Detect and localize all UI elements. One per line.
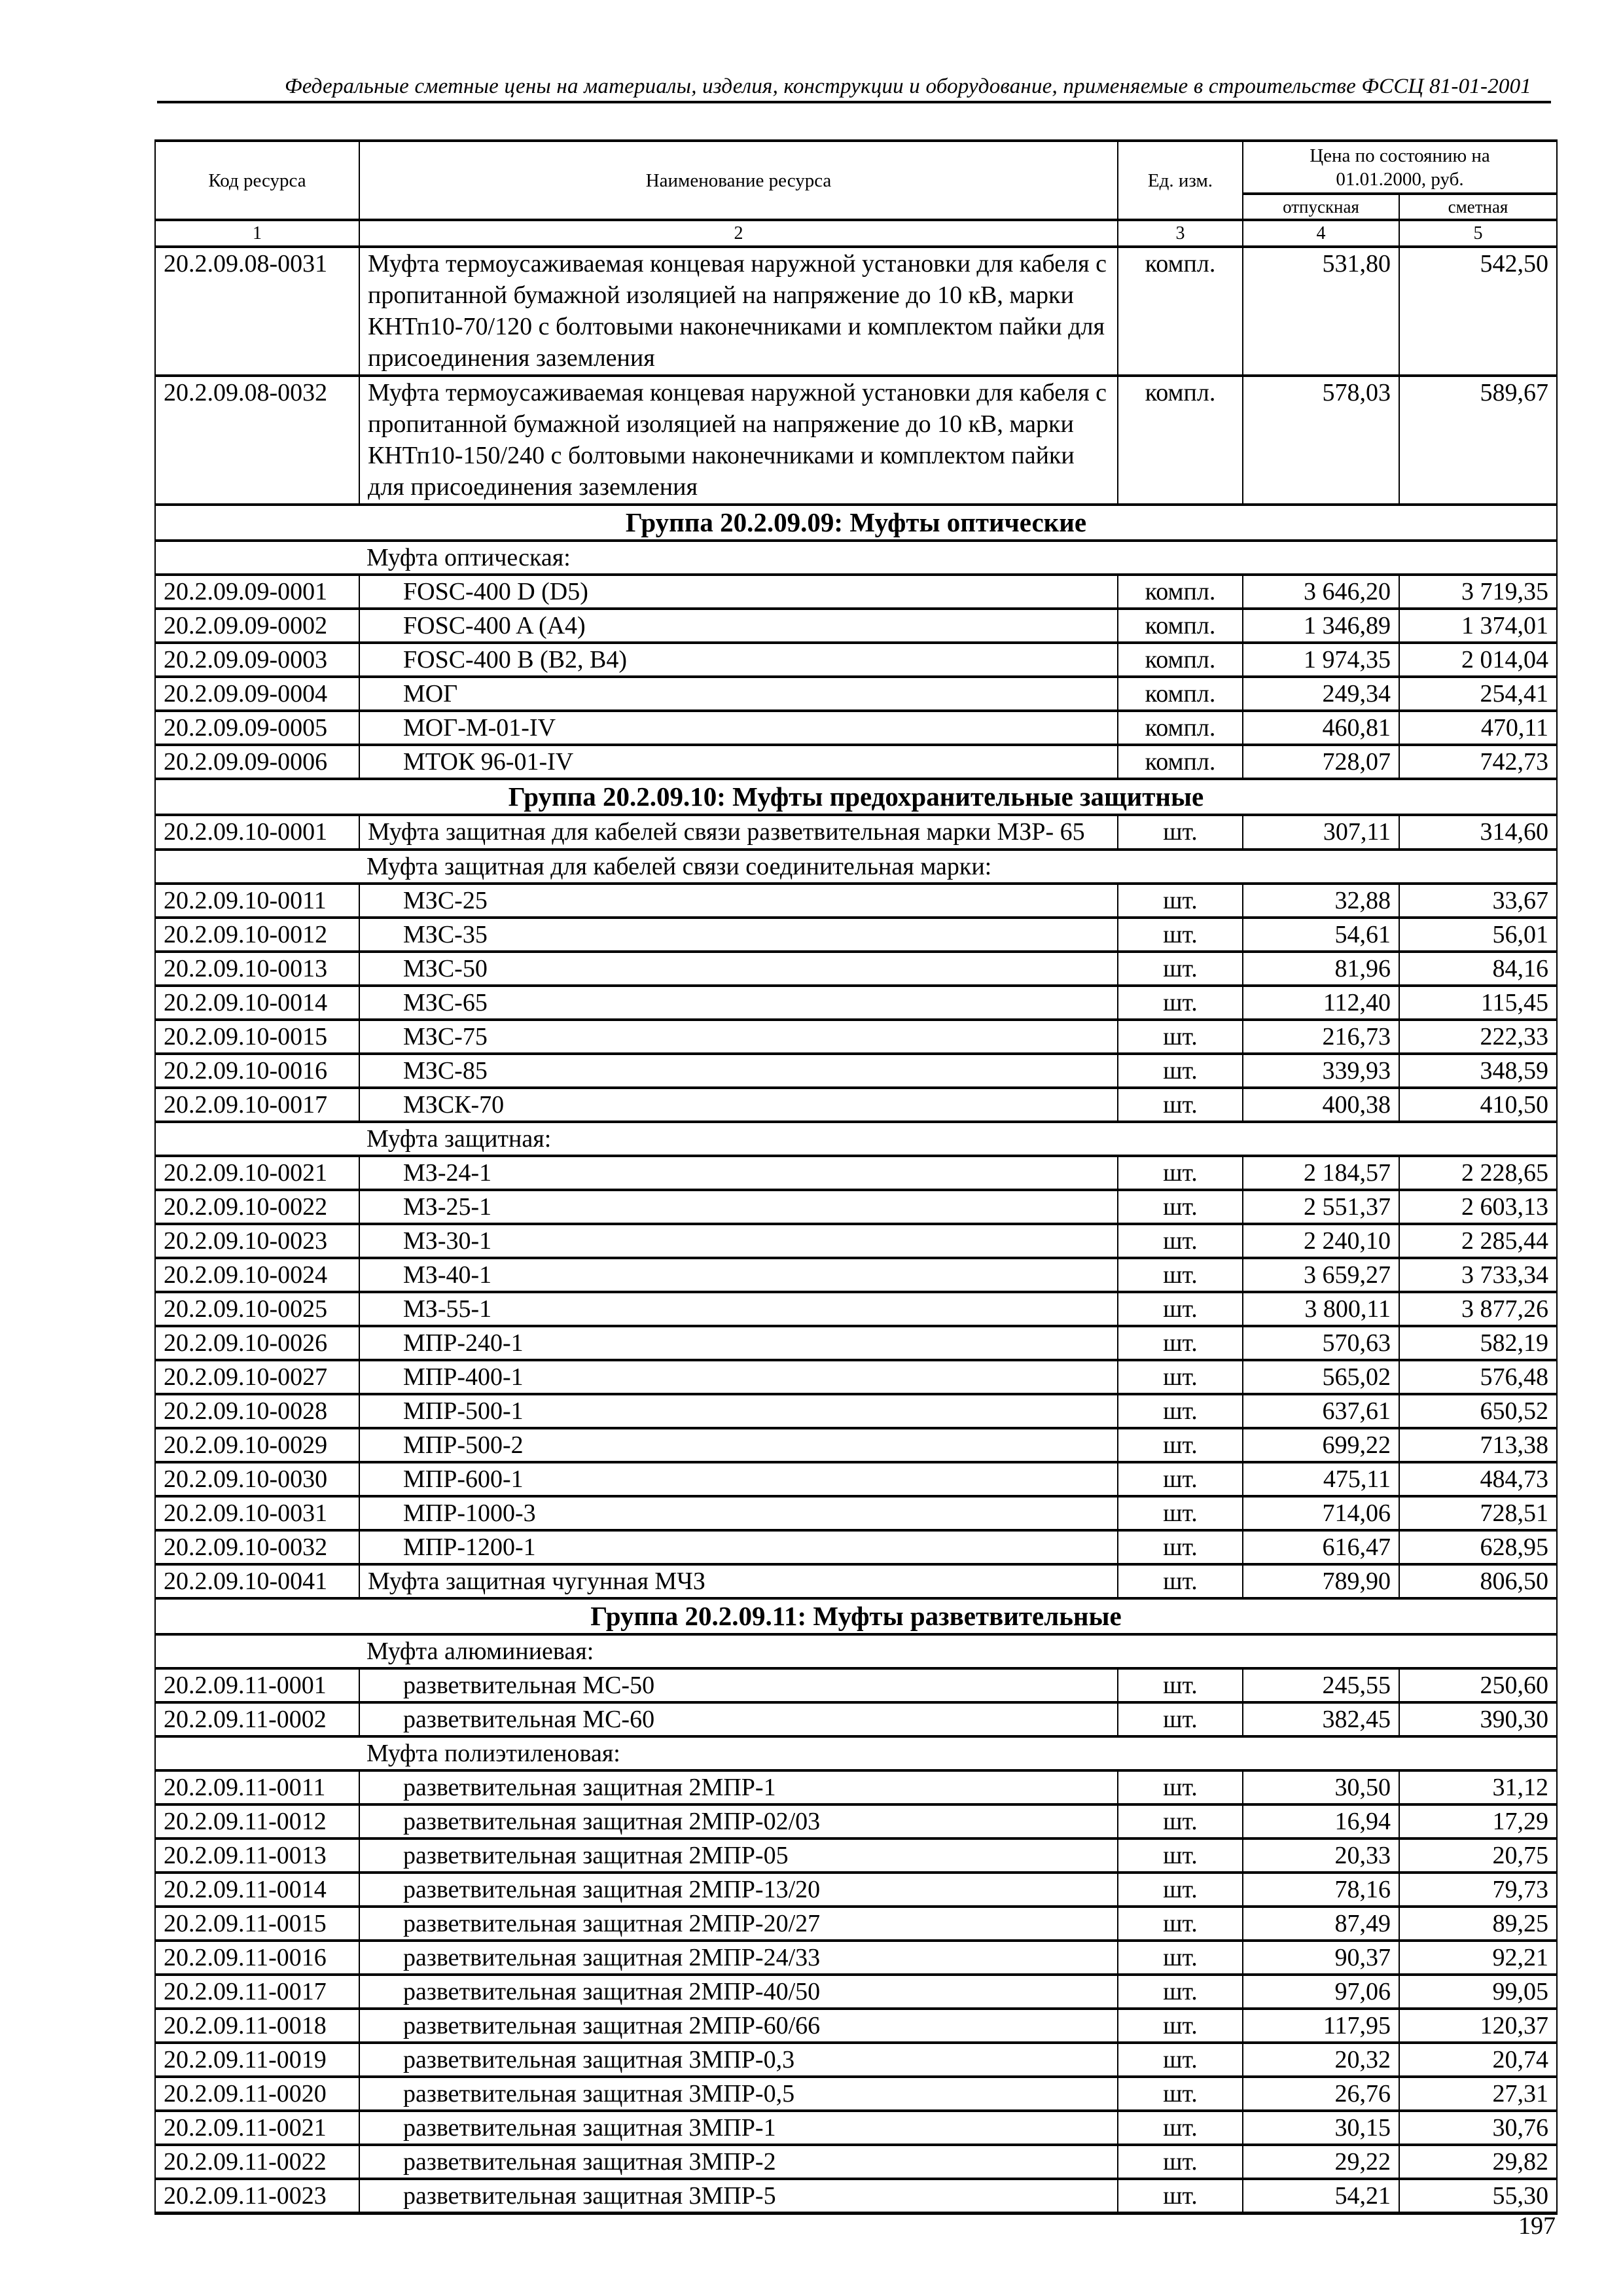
table-row (155, 1530, 1557, 1564)
resource-name: разветвительная защитная 3МПР-2 (359, 2145, 1118, 2179)
estimate-price: 55,30 (1399, 2179, 1557, 2214)
estimate-price: 470,11 (1399, 711, 1557, 745)
resource-name: МОГ-М-01-IV (359, 711, 1118, 745)
unit-of-measure: шт. (1118, 1020, 1243, 1054)
resource-code: 20.2.09.08-0031 (155, 247, 359, 376)
estimate-price: 3 877,26 (1399, 1292, 1557, 1326)
table-row (155, 609, 1557, 643)
resource-code: 20.2.09.11-0001 (155, 1668, 359, 1702)
table-row (155, 1496, 1557, 1530)
unit-of-measure: компл. (1118, 376, 1243, 505)
resource-name: разветвительная защитная 3МПР-1 (359, 2111, 1118, 2145)
unit-of-measure: компл. (1118, 711, 1243, 745)
release-price: 382,45 (1243, 1702, 1399, 1736)
resource-name: FOSC-400 B (B2, B4) (359, 643, 1118, 677)
release-price: 728,07 (1243, 745, 1399, 779)
unit-of-measure: компл. (1118, 575, 1243, 609)
release-price: 565,02 (1243, 1360, 1399, 1394)
header-name: Наименование ресурса (359, 141, 1118, 220)
resource-code: 20.2.09.11-0018 (155, 2009, 359, 2043)
estimate-price: 2 603,13 (1399, 1190, 1557, 1224)
release-price: 81,96 (1243, 952, 1399, 986)
resource-code: 20.2.09.11-0017 (155, 1975, 359, 2009)
page-number: 197 (1518, 2212, 1556, 2240)
resource-name: МПР-500-1 (359, 1394, 1118, 1428)
table-row (155, 1394, 1557, 1428)
estimate-price: 120,37 (1399, 2009, 1557, 2043)
estimate-price: 92,21 (1399, 1941, 1557, 1975)
table-row (155, 745, 1557, 779)
unit-of-measure: шт. (1118, 2111, 1243, 2145)
table-row (155, 1702, 1557, 1736)
table-row (155, 1088, 1557, 1122)
unit-of-measure: шт. (1118, 1054, 1243, 1088)
estimate-price: 30,76 (1399, 2111, 1557, 2145)
unit-of-measure: шт. (1118, 1258, 1243, 1292)
estimate-price: 79,73 (1399, 1873, 1557, 1907)
table-row (155, 1224, 1557, 1258)
resource-name: Муфта защитная для кабелей связи разветвительная марки МЗР- 65 (359, 815, 1118, 850)
release-price: 30,15 (1243, 2111, 1399, 2145)
header-price-release: отпускная (1243, 194, 1399, 220)
table-row (155, 2179, 1557, 2214)
release-price: 16,94 (1243, 1804, 1399, 1839)
release-price: 578,03 (1243, 376, 1399, 505)
unit-of-measure: шт. (1118, 1804, 1243, 1839)
resource-name: МЗС-65 (359, 986, 1118, 1020)
release-price: 97,06 (1243, 1975, 1399, 2009)
estimate-price: 99,05 (1399, 1975, 1557, 2009)
unit-of-measure: шт. (1118, 1975, 1243, 2009)
estimate-price: 582,19 (1399, 1326, 1557, 1360)
release-price: 26,76 (1243, 2077, 1399, 2111)
resource-code: 20.2.09.09-0002 (155, 609, 359, 643)
group-title: Группа 20.2.09.11: Муфты разветвительные (155, 1598, 1557, 1634)
resource-name: МПР-240-1 (359, 1326, 1118, 1360)
unit-of-measure: шт. (1118, 952, 1243, 986)
estimate-price: 542,50 (1399, 247, 1557, 376)
table-row (155, 884, 1557, 918)
release-price: 78,16 (1243, 1873, 1399, 1907)
estimate-price: 484,73 (1399, 1462, 1557, 1496)
unit-of-measure: шт. (1118, 1326, 1243, 1360)
resource-name: разветвительная защитная 2МПР-40/50 (359, 1975, 1118, 2009)
resource-code: 20.2.09.11-0019 (155, 2043, 359, 2077)
group-header-row (155, 505, 1557, 541)
resource-code: 20.2.09.10-0011 (155, 884, 359, 918)
resource-name: разветвительная МС-50 (359, 1668, 1118, 1702)
estimate-price: 390,30 (1399, 1702, 1557, 1736)
estimate-price: 254,41 (1399, 677, 1557, 711)
unit-of-measure: шт. (1118, 2145, 1243, 2179)
subheading-title: Муфта оптическая: (155, 541, 1557, 575)
release-price: 3 659,27 (1243, 1258, 1399, 1292)
resource-name: разветвительная защитная 2МПР-13/20 (359, 1873, 1118, 1907)
estimate-price: 589,67 (1399, 376, 1557, 505)
resource-name: разветвительная МС-60 (359, 1702, 1118, 1736)
estimate-price: 250,60 (1399, 1668, 1557, 1702)
release-price: 714,06 (1243, 1496, 1399, 1530)
resource-code: 20.2.09.09-0001 (155, 575, 359, 609)
resource-code: 20.2.09.10-0027 (155, 1360, 359, 1394)
group-title: Группа 20.2.09.10: Муфты предохранительные защитные (155, 779, 1557, 815)
table-row (155, 1907, 1557, 1941)
unit-of-measure: шт. (1118, 2043, 1243, 2077)
column-number-5: 5 (1399, 220, 1557, 247)
resource-name: МЗ-55-1 (359, 1292, 1118, 1326)
release-price: 460,81 (1243, 711, 1399, 745)
unit-of-measure: шт. (1118, 1224, 1243, 1258)
table-row (155, 247, 1557, 376)
unit-of-measure: компл. (1118, 745, 1243, 779)
resource-name: разветвительная защитная 2МПР-60/66 (359, 2009, 1118, 2043)
resource-code: 20.2.09.09-0004 (155, 677, 359, 711)
release-price: 20,32 (1243, 2043, 1399, 2077)
estimate-price: 89,25 (1399, 1907, 1557, 1941)
unit-of-measure: шт. (1118, 1907, 1243, 1941)
release-price: 87,49 (1243, 1907, 1399, 1941)
resource-code: 20.2.09.11-0013 (155, 1839, 359, 1873)
release-price: 20,33 (1243, 1839, 1399, 1873)
unit-of-measure: шт. (1118, 1496, 1243, 1530)
resource-code: 20.2.09.10-0012 (155, 918, 359, 952)
resource-code: 20.2.09.10-0016 (155, 1054, 359, 1088)
release-price: 531,80 (1243, 247, 1399, 376)
resource-code: 20.2.09.10-0028 (155, 1394, 359, 1428)
table-row (155, 1941, 1557, 1975)
price-table (154, 139, 1558, 2215)
release-price: 616,47 (1243, 1530, 1399, 1564)
estimate-price: 728,51 (1399, 1496, 1557, 1530)
resource-code: 20.2.09.10-0025 (155, 1292, 359, 1326)
resource-name: МЗ-30-1 (359, 1224, 1118, 1258)
unit-of-measure: шт. (1118, 1428, 1243, 1462)
table-row (155, 643, 1557, 677)
release-price: 3 646,20 (1243, 575, 1399, 609)
resource-code: 20.2.09.10-0015 (155, 1020, 359, 1054)
estimate-price: 2 285,44 (1399, 1224, 1557, 1258)
resource-code: 20.2.09.11-0012 (155, 1804, 359, 1839)
release-price: 249,34 (1243, 677, 1399, 711)
resource-name: FOSC-400 A (A4) (359, 609, 1118, 643)
table-row (155, 1156, 1557, 1190)
resource-name: МЗС-25 (359, 884, 1118, 918)
resource-name: Муфта защитная чугунная МЧЗ (359, 1564, 1118, 1598)
release-price: 2 551,37 (1243, 1190, 1399, 1224)
release-price: 1 974,35 (1243, 643, 1399, 677)
estimate-price: 806,50 (1399, 1564, 1557, 1598)
subheading-row (155, 850, 1557, 884)
group-header-row (155, 779, 1557, 815)
unit-of-measure: шт. (1118, 815, 1243, 850)
table-row (155, 952, 1557, 986)
resource-name: Муфта термоусаживаемая концевая наружной установки для кабеля с пропитанной бумажной изоляцией на напряжение до 10 кВ, марки КНТп10-150/240 с болтовыми наконечниками и комплектом пайки для присоединения заземления (359, 376, 1118, 505)
release-price: 2 184,57 (1243, 1156, 1399, 1190)
release-price: 245,55 (1243, 1668, 1399, 1702)
table-row (155, 677, 1557, 711)
resource-name: МЗС-35 (359, 918, 1118, 952)
resource-code: 20.2.09.11-0014 (155, 1873, 359, 1907)
resource-code: 20.2.09.10-0032 (155, 1530, 359, 1564)
estimate-price: 20,74 (1399, 2043, 1557, 2077)
estimate-price: 650,52 (1399, 1394, 1557, 1428)
resource-code: 20.2.09.10-0021 (155, 1156, 359, 1190)
release-price: 570,63 (1243, 1326, 1399, 1360)
table-row (155, 986, 1557, 1020)
resource-name: МЗ-40-1 (359, 1258, 1118, 1292)
unit-of-measure: шт. (1118, 1941, 1243, 1975)
table-row (155, 1975, 1557, 2009)
resource-code: 20.2.09.11-0002 (155, 1702, 359, 1736)
unit-of-measure: шт. (1118, 1530, 1243, 1564)
resource-code: 20.2.09.10-0014 (155, 986, 359, 1020)
resource-name: разветвительная защитная 2МПР-24/33 (359, 1941, 1118, 1975)
estimate-price: 713,38 (1399, 1428, 1557, 1462)
release-price: 475,11 (1243, 1462, 1399, 1496)
resource-code: 20.2.09.10-0001 (155, 815, 359, 850)
table-row (155, 1054, 1557, 1088)
table-row (155, 1326, 1557, 1360)
unit-of-measure: шт. (1118, 2077, 1243, 2111)
release-price: 2 240,10 (1243, 1224, 1399, 1258)
estimate-price: 29,82 (1399, 2145, 1557, 2179)
estimate-price: 31,12 (1399, 1770, 1557, 1804)
table-row (155, 2077, 1557, 2111)
unit-of-measure: шт. (1118, 1292, 1243, 1326)
table-row (155, 575, 1557, 609)
table-row (155, 2009, 1557, 2043)
estimate-price: 17,29 (1399, 1804, 1557, 1839)
unit-of-measure: компл. (1118, 247, 1243, 376)
table-row (155, 1770, 1557, 1804)
estimate-price: 576,48 (1399, 1360, 1557, 1394)
unit-of-measure: шт. (1118, 2179, 1243, 2214)
table-row (155, 1292, 1557, 1326)
estimate-price: 20,75 (1399, 1839, 1557, 1873)
resource-code: 20.2.09.10-0022 (155, 1190, 359, 1224)
resource-name: МЗС-50 (359, 952, 1118, 986)
resource-code: 20.2.09.11-0020 (155, 2077, 359, 2111)
resource-code: 20.2.09.08-0032 (155, 376, 359, 505)
release-price: 699,22 (1243, 1428, 1399, 1462)
estimate-price: 410,50 (1399, 1088, 1557, 1122)
table-row (155, 815, 1557, 850)
table-row (155, 918, 1557, 952)
resource-name: МПР-600-1 (359, 1462, 1118, 1496)
estimate-price: 2 228,65 (1399, 1156, 1557, 1190)
estimate-price: 628,95 (1399, 1530, 1557, 1564)
unit-of-measure: шт. (1118, 1873, 1243, 1907)
column-number-3: 3 (1118, 220, 1243, 247)
unit-of-measure: шт. (1118, 1088, 1243, 1122)
table-row (155, 1190, 1557, 1224)
unit-of-measure: компл. (1118, 609, 1243, 643)
subheading-title: Муфта защитная для кабелей связи соединительная марки: (155, 850, 1557, 884)
unit-of-measure: шт. (1118, 918, 1243, 952)
estimate-price: 2 014,04 (1399, 643, 1557, 677)
header-price-group: Цена по состоянию на 01.01.2000, руб. (1243, 141, 1557, 194)
subheading-title: Муфта защитная: (155, 1122, 1557, 1156)
table-row (155, 1668, 1557, 1702)
resource-code: 20.2.09.10-0024 (155, 1258, 359, 1292)
resource-name: МПР-1000-3 (359, 1496, 1118, 1530)
table-row (155, 2145, 1557, 2179)
estimate-price: 742,73 (1399, 745, 1557, 779)
subheading-row (155, 1122, 1557, 1156)
subheading-title: Муфта алюминиевая: (155, 1634, 1557, 1668)
unit-of-measure: шт. (1118, 2009, 1243, 2043)
resource-name: МОГ (359, 677, 1118, 711)
resource-code: 20.2.09.11-0022 (155, 2145, 359, 2179)
table-row (155, 1020, 1557, 1054)
resource-name: МПР-1200-1 (359, 1530, 1118, 1564)
header-code: Код ресурса (155, 141, 359, 220)
release-price: 1 346,89 (1243, 609, 1399, 643)
table-row (155, 1804, 1557, 1839)
resource-name: МПР-400-1 (359, 1360, 1118, 1394)
resource-name: FOSC-400 D (D5) (359, 575, 1118, 609)
release-price: 30,50 (1243, 1770, 1399, 1804)
resource-code: 20.2.09.11-0021 (155, 2111, 359, 2145)
column-number-2: 2 (359, 220, 1118, 247)
unit-of-measure: шт. (1118, 884, 1243, 918)
estimate-price: 1 374,01 (1399, 609, 1557, 643)
group-header-row (155, 1598, 1557, 1634)
unit-of-measure: шт. (1118, 1564, 1243, 1598)
release-price: 54,21 (1243, 2179, 1399, 2214)
resource-name: МЗСК-70 (359, 1088, 1118, 1122)
resource-code: 20.2.09.10-0013 (155, 952, 359, 986)
resource-name: МЗ-25-1 (359, 1190, 1118, 1224)
subheading-row (155, 541, 1557, 575)
resource-name: Муфта термоусаживаемая концевая наружной установки для кабеля с пропитанной бумажной изоляцией на напряжение до 10 кВ, марки КНТп10-70/120 с болтовыми наконечниками и комплектом пайки для присоединения заземления (359, 247, 1118, 376)
unit-of-measure: шт. (1118, 1360, 1243, 1394)
column-number-1: 1 (155, 220, 359, 247)
table-row (155, 711, 1557, 745)
unit-of-measure: шт. (1118, 1156, 1243, 1190)
resource-code: 20.2.09.10-0029 (155, 1428, 359, 1462)
resource-code: 20.2.09.10-0023 (155, 1224, 359, 1258)
resource-code: 20.2.09.10-0017 (155, 1088, 359, 1122)
resource-code: 20.2.09.10-0030 (155, 1462, 359, 1496)
estimate-price: 56,01 (1399, 918, 1557, 952)
table-row (155, 1839, 1557, 1873)
estimate-price: 348,59 (1399, 1054, 1557, 1088)
price-table-body (155, 247, 1557, 2214)
estimate-price: 314,60 (1399, 815, 1557, 850)
table-row (155, 1564, 1557, 1598)
unit-of-measure: шт. (1118, 1702, 1243, 1736)
resource-code: 20.2.09.11-0011 (155, 1770, 359, 1804)
table-row (155, 1462, 1557, 1496)
resource-name: разветвительная защитная 2МПР-20/27 (359, 1907, 1118, 1941)
resource-code: 20.2.09.09-0003 (155, 643, 359, 677)
running-header: Федеральные сметные цены на материалы, изделия, конструкции и оборудование, применяемые в строительстве ФССЦ 81-01-2001 (157, 73, 1551, 103)
table-row (155, 2111, 1557, 2145)
resource-code: 20.2.09.10-0031 (155, 1496, 359, 1530)
resource-name: МТОК 96-01-IV (359, 745, 1118, 779)
resource-code: 20.2.09.09-0005 (155, 711, 359, 745)
resource-code: 20.2.09.09-0006 (155, 745, 359, 779)
resource-name: разветвительная защитная 3МПР-0,3 (359, 2043, 1118, 2077)
estimate-price: 115,45 (1399, 986, 1557, 1020)
resource-name: разветвительная защитная 2МПР-05 (359, 1839, 1118, 1873)
release-price: 339,93 (1243, 1054, 1399, 1088)
unit-of-measure: шт. (1118, 1668, 1243, 1702)
column-number-4: 4 (1243, 220, 1399, 247)
release-price: 789,90 (1243, 1564, 1399, 1598)
estimate-price: 3 733,34 (1399, 1258, 1557, 1292)
release-price: 32,88 (1243, 884, 1399, 918)
resource-code: 20.2.09.11-0015 (155, 1907, 359, 1941)
resource-name: МЗС-85 (359, 1054, 1118, 1088)
release-price: 637,61 (1243, 1394, 1399, 1428)
table-row (155, 1360, 1557, 1394)
unit-of-measure: компл. (1118, 643, 1243, 677)
subheading-title: Муфта полиэтиленовая: (155, 1736, 1557, 1770)
resource-name: МПР-500-2 (359, 1428, 1118, 1462)
resource-code: 20.2.09.10-0026 (155, 1326, 359, 1360)
resource-code: 20.2.09.10-0041 (155, 1564, 359, 1598)
release-price: 3 800,11 (1243, 1292, 1399, 1326)
subheading-row (155, 1736, 1557, 1770)
release-price: 54,61 (1243, 918, 1399, 952)
release-price: 307,11 (1243, 815, 1399, 850)
table-row (155, 1873, 1557, 1907)
release-price: 117,95 (1243, 2009, 1399, 2043)
release-price: 90,37 (1243, 1941, 1399, 1975)
estimate-price: 33,67 (1399, 884, 1557, 918)
resource-name: МЗ-24-1 (359, 1156, 1118, 1190)
resource-code: 20.2.09.11-0023 (155, 2179, 359, 2214)
table-row (155, 376, 1557, 505)
estimate-price: 3 719,35 (1399, 575, 1557, 609)
header-price-estimate: сметная (1399, 194, 1557, 220)
resource-name: разветвительная защитная 3МПР-0,5 (359, 2077, 1118, 2111)
resource-name: разветвительная защитная 3МПР-5 (359, 2179, 1118, 2214)
group-title: Группа 20.2.09.09: Муфты оптические (155, 505, 1557, 541)
unit-of-measure: шт. (1118, 1839, 1243, 1873)
resource-name: разветвительная защитная 2МПР-02/03 (359, 1804, 1118, 1839)
estimate-price: 222,33 (1399, 1020, 1557, 1054)
unit-of-measure: шт. (1118, 1770, 1243, 1804)
table-row (155, 1258, 1557, 1292)
table-row (155, 1428, 1557, 1462)
resource-name: МЗС-75 (359, 1020, 1118, 1054)
estimate-price: 84,16 (1399, 952, 1557, 986)
unit-of-measure: шт. (1118, 1190, 1243, 1224)
subheading-row (155, 1634, 1557, 1668)
unit-of-measure: шт. (1118, 1462, 1243, 1496)
unit-of-measure: компл. (1118, 677, 1243, 711)
resource-name: разветвительная защитная 2МПР-1 (359, 1770, 1118, 1804)
estimate-price: 27,31 (1399, 2077, 1557, 2111)
release-price: 216,73 (1243, 1020, 1399, 1054)
unit-of-measure: шт. (1118, 986, 1243, 1020)
header-unit: Ед. изм. (1118, 141, 1243, 220)
release-price: 29,22 (1243, 2145, 1399, 2179)
resource-code: 20.2.09.11-0016 (155, 1941, 359, 1975)
release-price: 400,38 (1243, 1088, 1399, 1122)
release-price: 112,40 (1243, 986, 1399, 1020)
table-row (155, 2043, 1557, 2077)
unit-of-measure: шт. (1118, 1394, 1243, 1428)
